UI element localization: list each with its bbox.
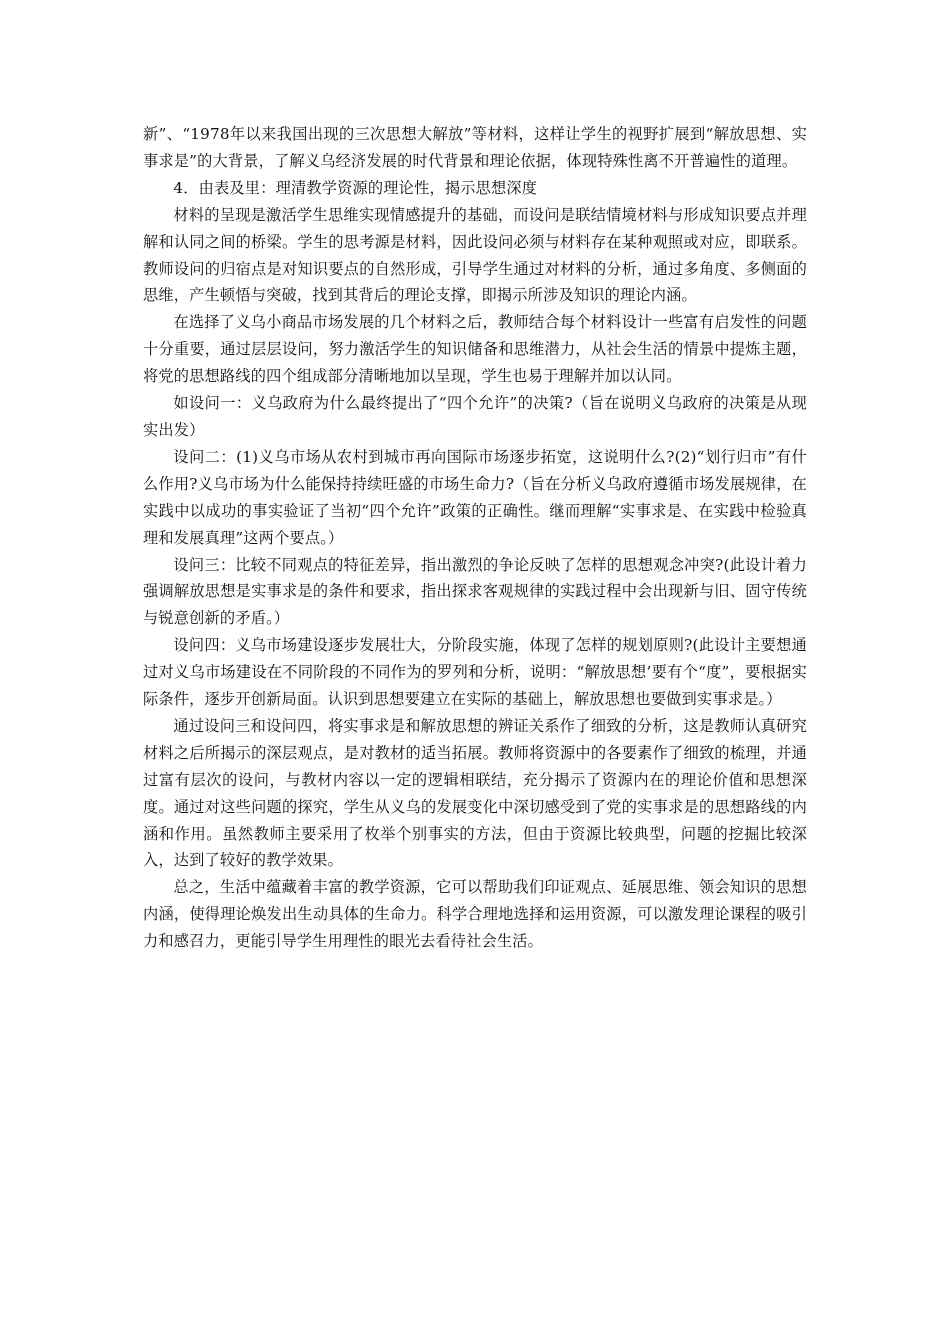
question-paragraph: 如设问一：义乌政府为什么最终提出了“四个允许”的决策?（旨在说明义乌政府的决策是从现实出发） <box>143 394 807 439</box>
paragraph: 在选择了义乌小商品市场发展的几个材料之后，教师结合每个材料设计一些富有启发性的问题十分重要，通过层层设问，努力激活学生的知识储备和思维潜力，从社会生活的情景中提炼主题，将党的思想路线的四个组成部分清晰地加以呈现，学生也易于理解并加以认同。 <box>143 313 807 386</box>
paragraph: 通过设问三和设问四，将实事求是和解放思想的辨证关系作了细致的分析，这是教师认真研究材料之后所揭示的深层观点，是对教材的适当拓展。教师将资源中的各要素作了细致的梳理，并通过富有层次的设问，与教材内容以一定的逻辑相联结，充分揭示了资源内在的理论价值和思想深度。通过对这些问题的探究，学生从义乌的发展变化中深切感受到了党的实事求是的思想路线的内涵和作用。虽然教师主要采用了枚举个别事实的方法，但由于资源比较典型，问题的挖掘比较深入，达到了较好的教学效果。 <box>143 716 807 870</box>
document-page <box>143 121 807 955</box>
conclusion-paragraph: 总之，生活中蕴藏着丰富的教学资源，它可以帮助我们印证观点、延展思维、领会知识的思想内涵，使得理论焕发出生动具体的生命力。科学合理地选择和运用资源，可以激发理论课程的吸引力和感召力，更能引导学生用理性的眼光去看待社会生活。 <box>143 878 807 951</box>
paragraph-continued: 新”、“1978年以来我国出现的三次思想大解放”等材料，这样让学生的视野扩展到“解放思想、实事求是”的大背景，了解义乌经济发展的时代背景和理论依据，体现特殊性离不开普遍性的道理。 <box>143 125 807 170</box>
question-paragraph: 设问四：义乌市场建设逐步发展壮大，分阶段实施，体现了怎样的规划原则?(此设计主要想通过对义乌市场建设在不同阶段的不同作为的罗列和分析，说明：“解放思想’要有个“度”，要根据实际条件，逐步开创新局面。认识到思想要建立在实际的基础上，解放思想也要做到实事求是。） <box>143 636 807 709</box>
section-heading: 4．由表及里：理清教学资源的理论性，揭示思想深度 <box>173 178 538 197</box>
question-paragraph: 设问二：(1)义乌市场从农村到城市再向国际市场逐步拓宽，这说明什么?(2)“划行归市”有什么作用?义乌市场为什么能保持持续旺盛的市场生命力?（旨在分析义乌政府遵循市场发展规律，在实践中以成功的事实验证了当初“四个允许”政策的正确性。继而理解“实事求是、在实践中检验真理和发展真理”这两个要点。） <box>143 447 807 547</box>
question-paragraph: 设问三：比较不同观点的特征差异，指出激烈的争论反映了怎样的思想观念冲突?(此设计着力强调解放思想是实事求是的条件和要求，指出探求客观规律的实践过程中会出现新与旧、固守传统与锐意创新的矛盾。） <box>143 555 807 628</box>
paragraph: 材料的呈现是激活学生思维实现情感提升的基础，而设问是联结情境材料与形成知识要点并理解和认同之间的桥梁。学生的思考源是材料，因此设问必须与材料存在某种观照或对应，即联系。教师设问的归宿点是对知识要点的自然形成，引导学生通过对材料的分析，通过多角度、多侧面的思维，产生顿悟与突破，找到其背后的理论支撑，即揭示所涉及知识的理论内涵。 <box>143 205 807 305</box>
